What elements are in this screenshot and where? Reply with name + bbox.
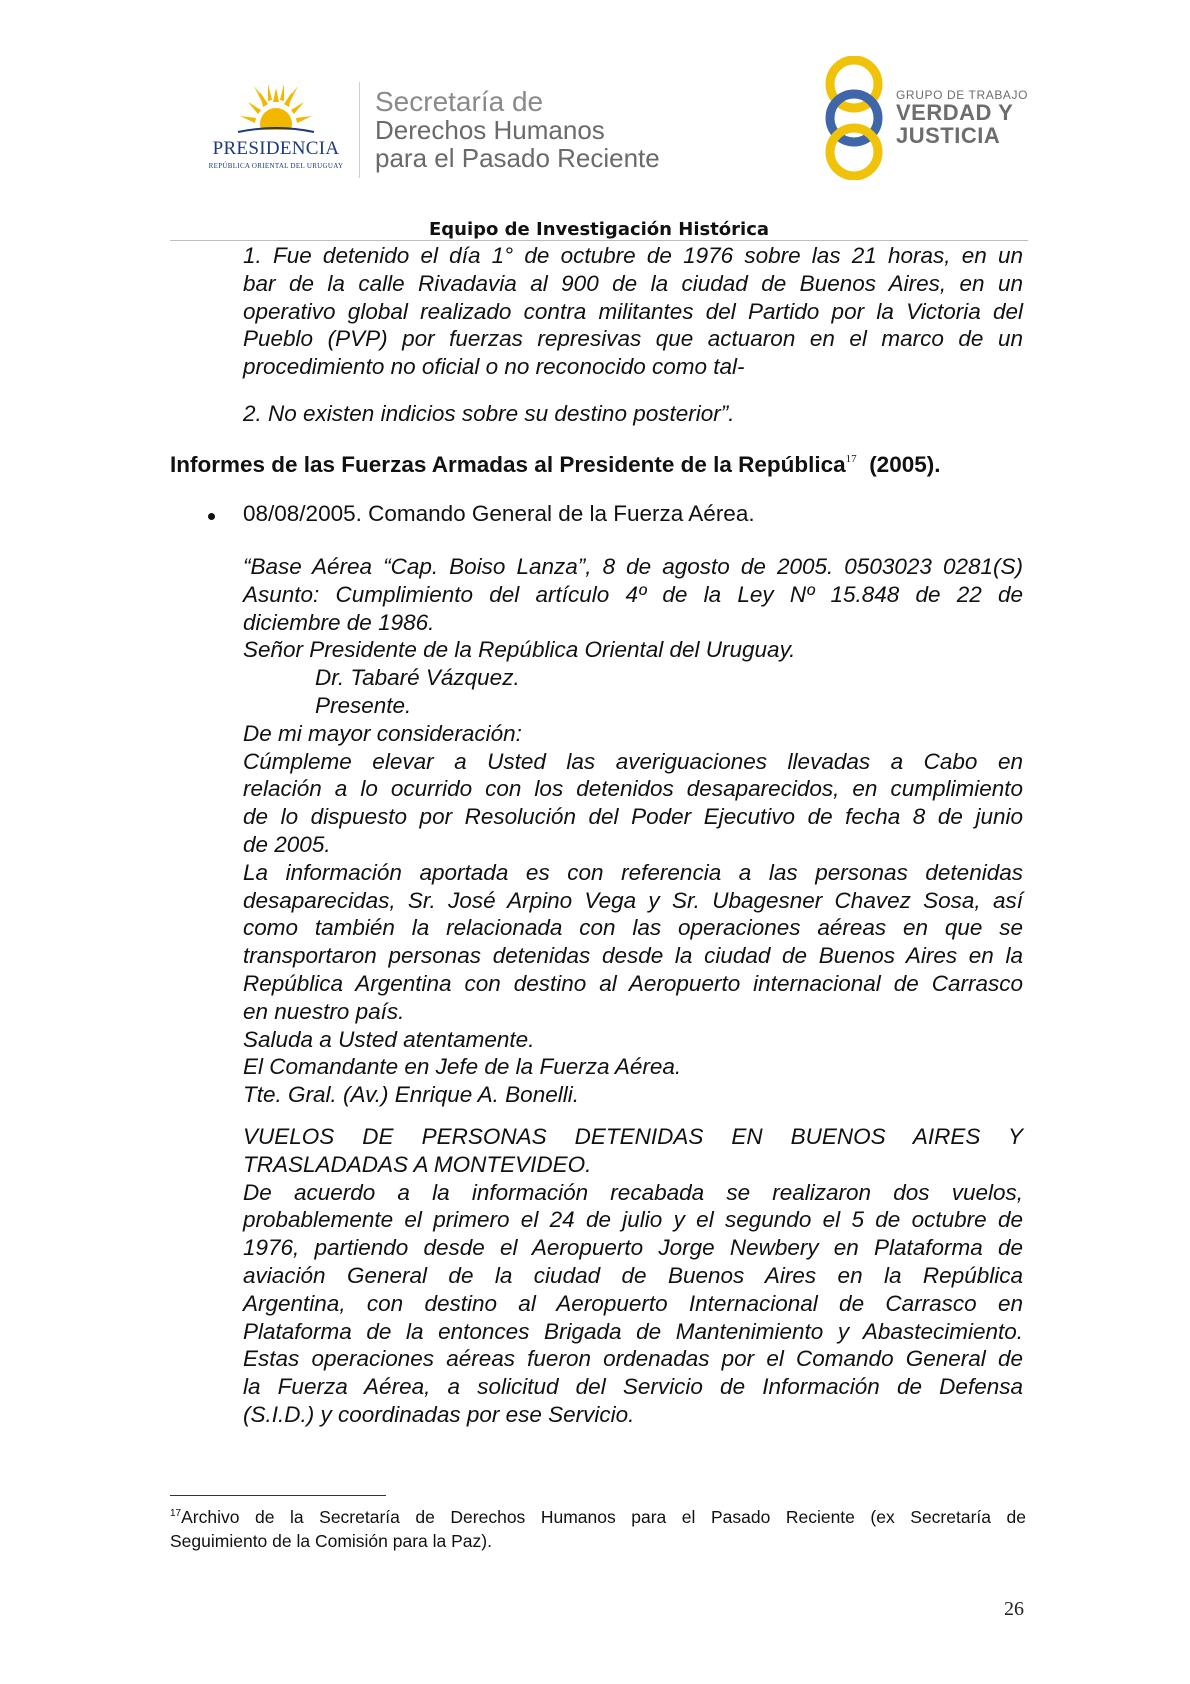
bullet-dot-icon (208, 513, 215, 520)
text-line: relación a lo ocurrido con los detenidos desaparecidos, en cumplimiento (243, 776, 1023, 802)
footnote-text-2: Seguimiento de la Comisión para la Paz). (170, 1531, 492, 1551)
text-line: probablemente el primero el 24 de julio y el segundo el 5 de octubre de (243, 1207, 1023, 1233)
text-line: Saluda a Usted atentamente. (243, 1026, 535, 1052)
team-title: Equipo de Investigación Histórica (428, 219, 770, 240)
text-line: República Argentina con destino al Aeropuerto internacional de Carrasco (243, 970, 1023, 996)
list-item-1 (243, 242, 1023, 381)
text-line: “Base Aérea “Cap. Boiso Lanza”, 8 de agosto de 2005. 0503023 0281(S) (243, 554, 1023, 579)
text-line: operativo global realizado contra militantes del Partido por la Victoria del (243, 298, 1023, 324)
text-line: como también la relacionada con las operaciones aéreas en que se (243, 915, 1023, 941)
page-number: 26 (1004, 1598, 1024, 1620)
text-line: VUELOS DE PERSONAS DETENIDAS EN BUENOS AIRES Y (243, 1124, 1023, 1149)
text-line: desaparecidas, Sr. José Arpino Vega y Sr. Ubagesner Chavez Sosa, así (243, 887, 1023, 913)
addressee-line: Dr. Tabaré Vázquez. (315, 665, 520, 691)
text-line: Cúmpleme elevar a Usted las averiguaciones llevadas a Cabo en (243, 748, 1023, 774)
text-line: de 2005. (243, 831, 331, 857)
section-heading-year: (2005). (869, 452, 941, 477)
text-line: la Fuerza Aérea, a solicitud del Servicio de Información de Defensa (243, 1374, 1023, 1400)
text-line: de lo dispuesto por Resolución del Poder Ejecutivo de fecha 8 de junio (243, 804, 1023, 830)
grupo-trabajo-logo (818, 56, 1028, 180)
text-line: transportaron personas detenidas desde la ciudad de Buenos Aires en la (243, 943, 1023, 969)
grupo-line2: VERDAD Y (896, 100, 1014, 125)
section-heading (170, 452, 940, 478)
text-line: 1976, partiendo desde el Aeropuerto Jorge Newbery en Plataforma de (243, 1235, 1023, 1261)
sun-emblem-icon (234, 80, 318, 140)
text-line: De acuerdo a la información recabada se realizaron dos vuelos, (243, 1179, 1023, 1205)
presente-line: Presente. (315, 692, 412, 718)
secretaria-logo-text (375, 88, 715, 172)
text-line: aviación General de la ciudad de Buenos Aires en la República (243, 1262, 1023, 1288)
text-line: TRASLADADAS A MONTEVIDEO. (243, 1151, 592, 1177)
text-line: Señor Presidente de la República Oriental del Uruguay. (243, 637, 796, 663)
text-line: La información aportada es con referencia a las personas detenidas (243, 859, 1023, 885)
text-line: diciembre de 1986. (243, 609, 435, 635)
text-line: Tte. Gral. (Av.) Enrique A. Bonelli. (243, 1082, 579, 1108)
text-line: Estas operaciones aéreas fueron ordenadas por el Comando General de (243, 1346, 1023, 1372)
footnote (170, 1502, 1026, 1553)
vuelos-block (243, 1123, 1023, 1429)
presidencia-subtitle: REPÚBLICA ORIENTAL DEL URUGUAY (208, 162, 344, 170)
section-heading-text: Informes de las Fuerzas Armadas al Presidente de la República (170, 452, 846, 477)
text-line: Plataforma de la entonces Brigada de Mantenimiento y Abastecimiento. (243, 1318, 1023, 1344)
secretaria-line2: Derechos Humanos (375, 115, 605, 145)
grupo-line1: GRUPO DE TRABAJO (896, 88, 1029, 102)
text-line: bar de la calle Rivadavia al 900 de la ciudad de Buenos Aires, en un (243, 270, 1023, 296)
footnote-ref: 17 (845, 453, 857, 465)
presidencia-name: PRESIDENCIA (212, 138, 340, 159)
header-rule (170, 240, 1028, 241)
text-line: Argentina, con destino al Aeropuerto Internacional de Carrasco en (243, 1290, 1023, 1316)
bullet-text: 08/08/2005. Comando General de la Fuerza Aérea. (243, 501, 755, 526)
presidencia-logo (196, 80, 356, 180)
text-line: procedimiento no oficial o no reconocido como tal- (243, 354, 745, 380)
text-line: De mi mayor consideración: (243, 720, 522, 746)
text-line: Asunto: Cumplimiento del artículo 4º de la Ley Nº 15.848 de 22 de (243, 581, 1023, 607)
text-line: 1. Fue detenido el día 1° de octubre de 1976 sobre las 21 horas, en un (243, 243, 1023, 268)
footnote-line (170, 1502, 1026, 1529)
secretaria-line3: para el Pasado Reciente (375, 143, 660, 173)
footnote-text-1: Archivo de la Secretaría de Derechos Humanos para el Pasado Reciente (ex Secretaría de (181, 1507, 1026, 1527)
footnote-number: 17 (170, 1508, 182, 1519)
footnote-rule (170, 1495, 386, 1496)
list-item-2: 2. No existen indicios sobre su destino posterior”. (243, 401, 735, 426)
grupo-line3: JUSTICIA (896, 123, 1001, 148)
secretaria-line1: Secretaría de (375, 86, 544, 117)
text-line: en nuestro país. (243, 998, 405, 1024)
text-line: (S.I.D.) y coordinadas por ese Servicio. (243, 1401, 635, 1427)
text-line: Pueblo (PVP) por fuerzas represivas que actuaron en el marco de un (243, 326, 1023, 352)
letter-block (243, 553, 1023, 1109)
interlocking-rings-icon (818, 56, 890, 180)
text-line: El Comandante en Jefe de la Fuerza Aérea. (243, 1054, 682, 1080)
logo-divider (359, 82, 360, 178)
